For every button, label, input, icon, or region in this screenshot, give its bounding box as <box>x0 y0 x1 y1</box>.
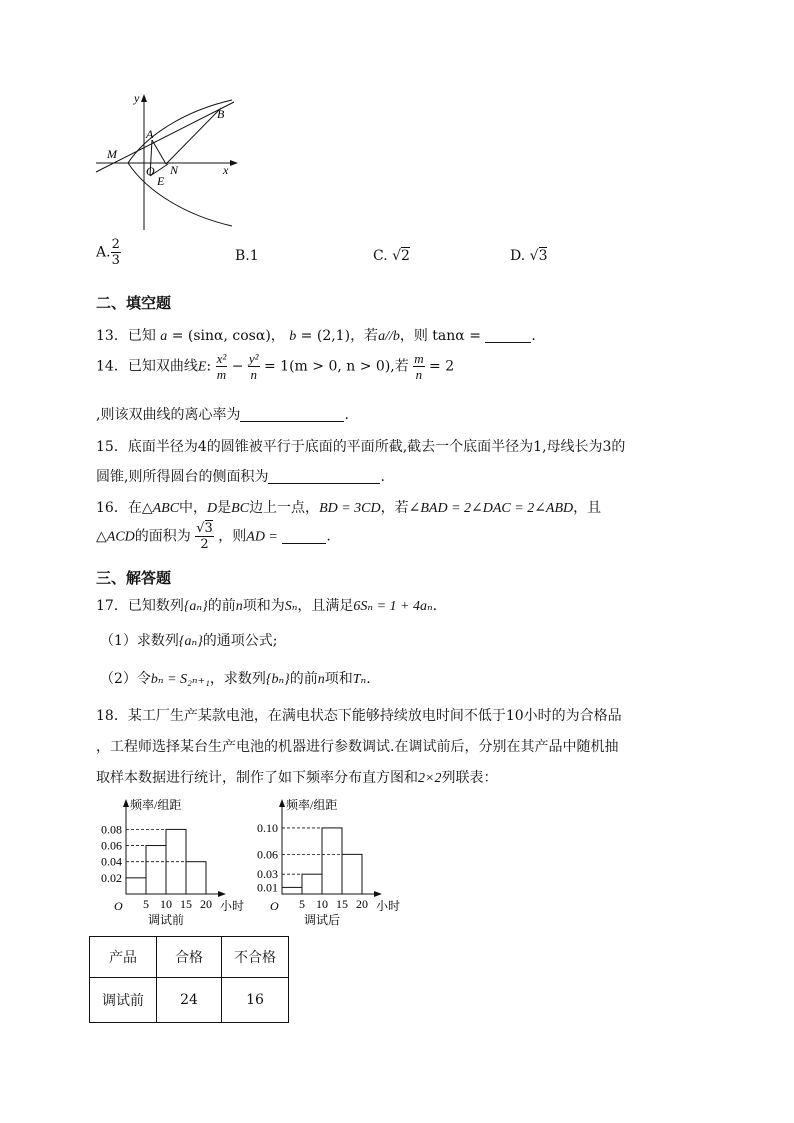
histogram-bar <box>146 846 166 894</box>
question-15-line2: 圆锥,则所得圆台的侧面积为 . <box>96 469 385 485</box>
y-axis-label: 频率/组距 <box>286 798 338 812</box>
chart-caption: 调试后 <box>303 913 341 927</box>
x-tick-label: 5 <box>143 897 149 911</box>
question-13: 13．已知 a = (sinα, cosα)， b = (2,1)，若a//b，则 tanα = . <box>96 328 536 344</box>
label-B: B <box>217 107 225 121</box>
label-N: N <box>170 163 179 177</box>
x-tick-label: 10 <box>316 897 328 911</box>
x-tick-label: 15 <box>180 897 192 911</box>
histogram-bar <box>302 874 322 894</box>
label-E: E <box>157 174 165 188</box>
x-tick-label: 20 <box>356 897 368 911</box>
question-18-line3: 取样本数据进行统计，制作了如下频率分布直方图和2×2列联表： <box>96 770 498 786</box>
y-tick-label: 0.02 <box>101 870 122 885</box>
y-axis-label: 频率/组距 <box>130 798 182 812</box>
label-M: M <box>107 147 117 161</box>
option-c: C. √2 <box>373 248 410 264</box>
x-axis-label: 小时 <box>376 899 401 913</box>
x-tick-label: 5 <box>299 897 305 911</box>
y-axis-arrow <box>123 799 129 807</box>
question-18-line1: 18．某工厂生产某款电池，在满电状态下能够持续放电时间不低于10小时的为合格品 <box>96 708 622 724</box>
table-cell: 24 <box>157 978 222 1023</box>
label-O: O <box>146 164 155 178</box>
question-18-line2: ，工程师选择某台生产电池的机器进行参数调试.在调试前后，分别在其产品中随机抽 <box>96 739 619 755</box>
table-header-row <box>90 937 289 978</box>
label-y: y <box>134 91 140 105</box>
question-16-line2: △ACD的面积为 $\frac{√3}{2}$ ，则AD = . <box>96 521 331 552</box>
histogram-bar <box>282 887 302 894</box>
y-tick-label: 0.03 <box>257 867 278 882</box>
y-tick-label: 0.04 <box>101 854 122 869</box>
chart-caption: 调试前 <box>147 913 185 927</box>
histogram-before <box>90 793 250 928</box>
question-14-line2: ,则该双曲线的离心率为 . <box>96 407 349 423</box>
y-tick-label: 0.06 <box>257 847 278 862</box>
y-tick-label: 0.06 <box>101 838 122 853</box>
table-row <box>90 978 289 1023</box>
y-tick-label: 0.10 <box>257 820 278 835</box>
table-header-cell: 不合格 <box>222 937 289 978</box>
origin-label: O <box>270 899 279 913</box>
histogram-bar <box>322 828 342 894</box>
y-axis-arrow <box>279 799 285 807</box>
question-14: 14．已知双曲线E: $\frac{\text{x²}}{m}$ − $\frac{\text{y²}}{n}$ = 1(m > 0, n > 0),若 $\frac{m}{n}$ = 2 <box>96 351 455 382</box>
question-16-line1: 16．在△ABC中，D是BC边上一点，BD = 3CD，若∠BAD = 2∠DAC = 2∠ABD，且 <box>96 500 602 516</box>
table-header-cell: 产品 <box>90 937 157 978</box>
hyperbola-figure <box>88 88 248 233</box>
table-cell: 16 <box>222 978 289 1023</box>
histogram-bar <box>126 878 146 894</box>
question-17-part2: （2）令bₙ = S₂ₙ₊₁，求数列{bₙ}的前n项和Tₙ. <box>100 671 371 687</box>
x-axis-arrow <box>374 891 382 897</box>
question-15-line1: 15．底面半径为4的圆锥被平行于底面的平面所截,截去一个底面半径为1,母线长为3的 <box>96 439 626 455</box>
option-a: A. $\frac{2}{3}$ <box>96 237 120 268</box>
histogram-after <box>246 793 406 928</box>
y-tick-label: 0.01 <box>257 880 278 895</box>
x-tick-label: 10 <box>160 897 172 911</box>
section-fill-in-title: 二、填空题 <box>96 294 172 312</box>
table-cell: 调试前 <box>90 978 157 1023</box>
x-tick-label: 15 <box>336 897 348 911</box>
x-tick-label: 20 <box>200 897 212 911</box>
x-axis-arrow <box>218 891 226 897</box>
table-header-cell: 合格 <box>157 937 222 978</box>
histogram-bar <box>186 862 206 894</box>
label-A: A <box>146 127 154 141</box>
option-d: D. √3 <box>510 248 548 264</box>
origin-label: O <box>114 899 123 913</box>
contingency-table <box>89 936 289 1023</box>
x-axis-label: 小时 <box>220 899 245 913</box>
histogram-bar <box>342 854 362 894</box>
question-17-part1: （1）求数列{aₙ}的通项公式; <box>100 633 278 649</box>
y-tick-label: 0.08 <box>101 822 122 837</box>
option-b: B.1 <box>235 248 259 264</box>
question-17: 17．已知数列{aₙ}的前n项和为Sₙ，且满足6Sₙ = 1 + 4aₙ. <box>96 598 438 614</box>
section-answer-title: 三、解答题 <box>96 569 172 587</box>
label-x: x <box>223 163 229 177</box>
